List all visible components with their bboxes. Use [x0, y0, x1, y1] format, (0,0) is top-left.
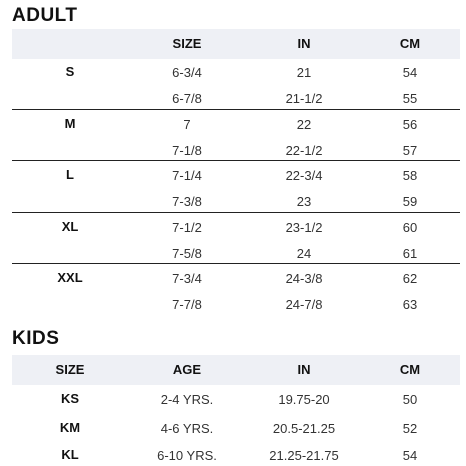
table-cell: 7-5/8 [172, 246, 202, 261]
table-cell: 57 [402, 143, 418, 158]
table-cell: 20.5-21.25 [272, 421, 336, 436]
table-cell: 24-7/8 [285, 297, 323, 312]
table-cell: 4-6 YRS. [160, 421, 214, 436]
table-cell: 7-3/4 [172, 271, 202, 286]
table-cell: 7-1/8 [172, 143, 202, 158]
size-label-ks: KS [60, 391, 80, 406]
table-cell: 50 [402, 392, 418, 407]
adult-table-header [12, 29, 460, 59]
table-cell: 21 [296, 65, 312, 80]
table-cell: 59 [402, 194, 418, 209]
kids-section-title: KIDS [12, 328, 60, 349]
size-label-xl: XL [61, 219, 79, 234]
size-label-m: M [64, 116, 76, 131]
table-cell: 62 [402, 271, 418, 286]
adult-header-in: IN [297, 36, 311, 51]
size-label-km: KM [59, 420, 81, 435]
table-cell: 58 [402, 168, 418, 183]
kids-header-age: AGE [172, 362, 202, 377]
table-cell: 6-10 YRS. [157, 448, 217, 463]
table-cell: 2-4 YRS. [160, 392, 214, 407]
size-label-l: L [66, 167, 74, 182]
table-cell: 54 [402, 448, 418, 463]
adult-header-cm: CM [399, 36, 421, 51]
table-cell: 7-1/4 [172, 168, 202, 183]
table-cell: 22 [296, 117, 312, 132]
table-cell: 21.25-21.75 [269, 448, 339, 463]
table-cell: 60 [402, 220, 418, 235]
table-cell: 7 [183, 117, 191, 132]
table-cell: 55 [402, 91, 418, 106]
kids-header-in: IN [297, 362, 311, 377]
table-cell: 23 [296, 194, 312, 209]
table-cell: 21-1/2 [285, 91, 323, 106]
table-cell: 24-3/8 [285, 271, 323, 286]
table-cell: 6-7/8 [172, 91, 202, 106]
table-cell: 24 [296, 246, 312, 261]
table-cell: 19.75-20 [278, 392, 330, 407]
adult-section-title: ADULT [12, 5, 78, 26]
table-cell: 22-1/2 [285, 143, 323, 158]
table-cell: 63 [402, 297, 418, 312]
table-cell: 61 [402, 246, 418, 261]
size-label-xxl: XXL [57, 270, 83, 285]
table-cell: 56 [402, 117, 418, 132]
size-label-s: S [65, 64, 75, 79]
table-cell: 52 [402, 421, 418, 436]
table-cell: 22-3/4 [285, 168, 323, 183]
table-cell: 54 [402, 65, 418, 80]
size-label-kl: KL [61, 447, 79, 462]
table-cell: 7-1/2 [172, 220, 202, 235]
table-cell: 23-1/2 [285, 220, 323, 235]
table-cell: 6-3/4 [172, 65, 202, 80]
row-divider [12, 160, 460, 161]
table-cell: 7-7/8 [172, 297, 202, 312]
kids-header-size: SIZE [55, 362, 85, 377]
kids-table-header [12, 355, 460, 385]
row-divider [12, 109, 460, 110]
kids-header-cm: CM [399, 362, 421, 377]
table-cell: 7-3/8 [172, 194, 202, 209]
row-divider [12, 212, 460, 213]
row-divider [12, 263, 460, 264]
adult-header-size: SIZE [172, 36, 202, 51]
